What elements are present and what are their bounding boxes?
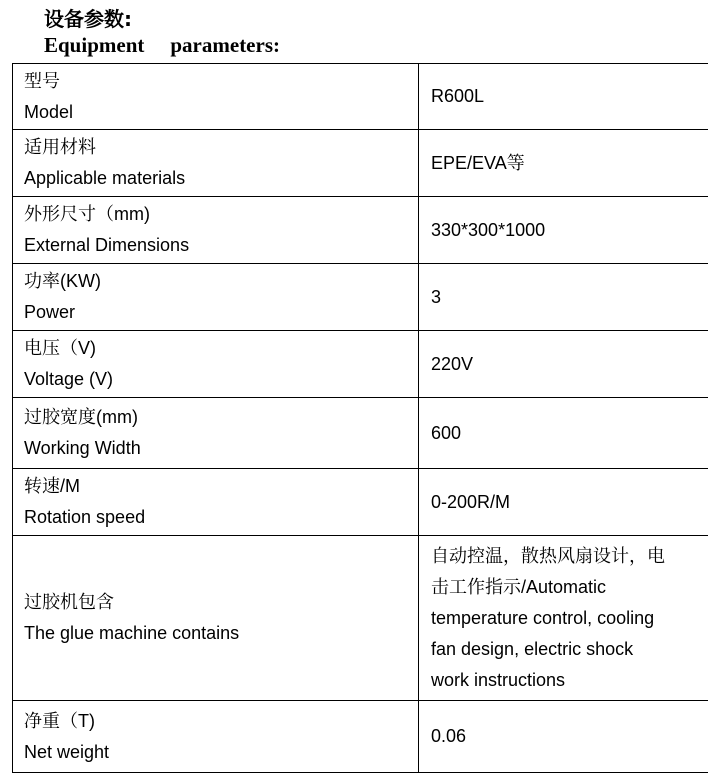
param-label-cell bbox=[13, 130, 419, 197]
param-value-line: 自动控温，散热风扇设计，电 bbox=[431, 545, 665, 566]
table-row-voltage bbox=[13, 331, 708, 398]
param-label-en: Power bbox=[24, 302, 76, 322]
param-value: 220V bbox=[419, 331, 708, 398]
table-row-power bbox=[13, 264, 708, 331]
param-value-multiline bbox=[419, 536, 708, 701]
param-value-line: work instructions bbox=[431, 669, 566, 690]
section-heading bbox=[44, 6, 280, 58]
table-row-net-weight bbox=[13, 701, 708, 773]
param-value-line: fan design, electric shock bbox=[431, 638, 634, 659]
table-row-machine-contains bbox=[13, 536, 708, 701]
param-label-cell bbox=[13, 469, 419, 536]
table-row-dimensions bbox=[13, 197, 708, 264]
param-label-cell bbox=[13, 398, 419, 469]
param-label-en: Applicable materials bbox=[24, 168, 186, 188]
param-label-cell bbox=[13, 331, 419, 398]
param-value-line: 击工作指示/Automatic bbox=[431, 576, 607, 597]
param-label-en: Net weight bbox=[24, 741, 110, 762]
param-value: 0-200R/M bbox=[419, 469, 708, 536]
param-label-en: Model bbox=[24, 101, 74, 122]
param-label-cell bbox=[13, 536, 419, 701]
param-label-zh: 功率(KW) bbox=[24, 271, 101, 291]
param-value: 330*300*1000 bbox=[419, 197, 708, 264]
heading-english-word-2: parameters: bbox=[170, 33, 280, 57]
table-row-working-width bbox=[13, 398, 708, 469]
param-label-zh: 型号 bbox=[24, 70, 60, 91]
param-label-cell bbox=[13, 197, 419, 264]
param-value-line: temperature control, cooling bbox=[431, 607, 655, 628]
param-label-cell bbox=[13, 264, 419, 331]
param-label-cell bbox=[13, 701, 419, 773]
param-label-zh: 外形尺寸（mm) bbox=[24, 204, 150, 224]
param-value: EPE/EVA等 bbox=[419, 130, 708, 197]
table-row-rotation-speed bbox=[13, 469, 708, 536]
heading-chinese: 设备参数: bbox=[44, 7, 132, 31]
param-label-en: The glue machine contains bbox=[24, 623, 240, 643]
param-label-zh: 过胶机包含 bbox=[24, 592, 114, 612]
param-value: 3 bbox=[419, 264, 708, 331]
param-label-en: Working Width bbox=[24, 438, 141, 458]
parameters-table bbox=[12, 63, 708, 773]
param-label-zh: 电压（V) bbox=[24, 338, 96, 358]
table-row-materials bbox=[13, 130, 708, 197]
table-row-model bbox=[13, 64, 708, 130]
param-label-zh: 净重（T) bbox=[24, 710, 95, 731]
param-label-zh: 适用材料 bbox=[24, 137, 96, 157]
param-label-en: Rotation speed bbox=[24, 507, 146, 527]
param-label-zh: 转速/M bbox=[24, 476, 80, 496]
param-value: 0.06 bbox=[419, 701, 708, 773]
heading-english bbox=[44, 32, 280, 58]
param-label-cell bbox=[13, 64, 419, 130]
param-label-en: Voltage (V) bbox=[24, 369, 114, 389]
param-label-en: External Dimensions bbox=[24, 235, 190, 255]
param-value: R600L bbox=[419, 64, 708, 130]
param-label-zh: 过胶宽度(mm) bbox=[24, 407, 138, 427]
param-value: 600 bbox=[419, 398, 708, 469]
heading-english-word-1: Equipment bbox=[44, 33, 145, 57]
